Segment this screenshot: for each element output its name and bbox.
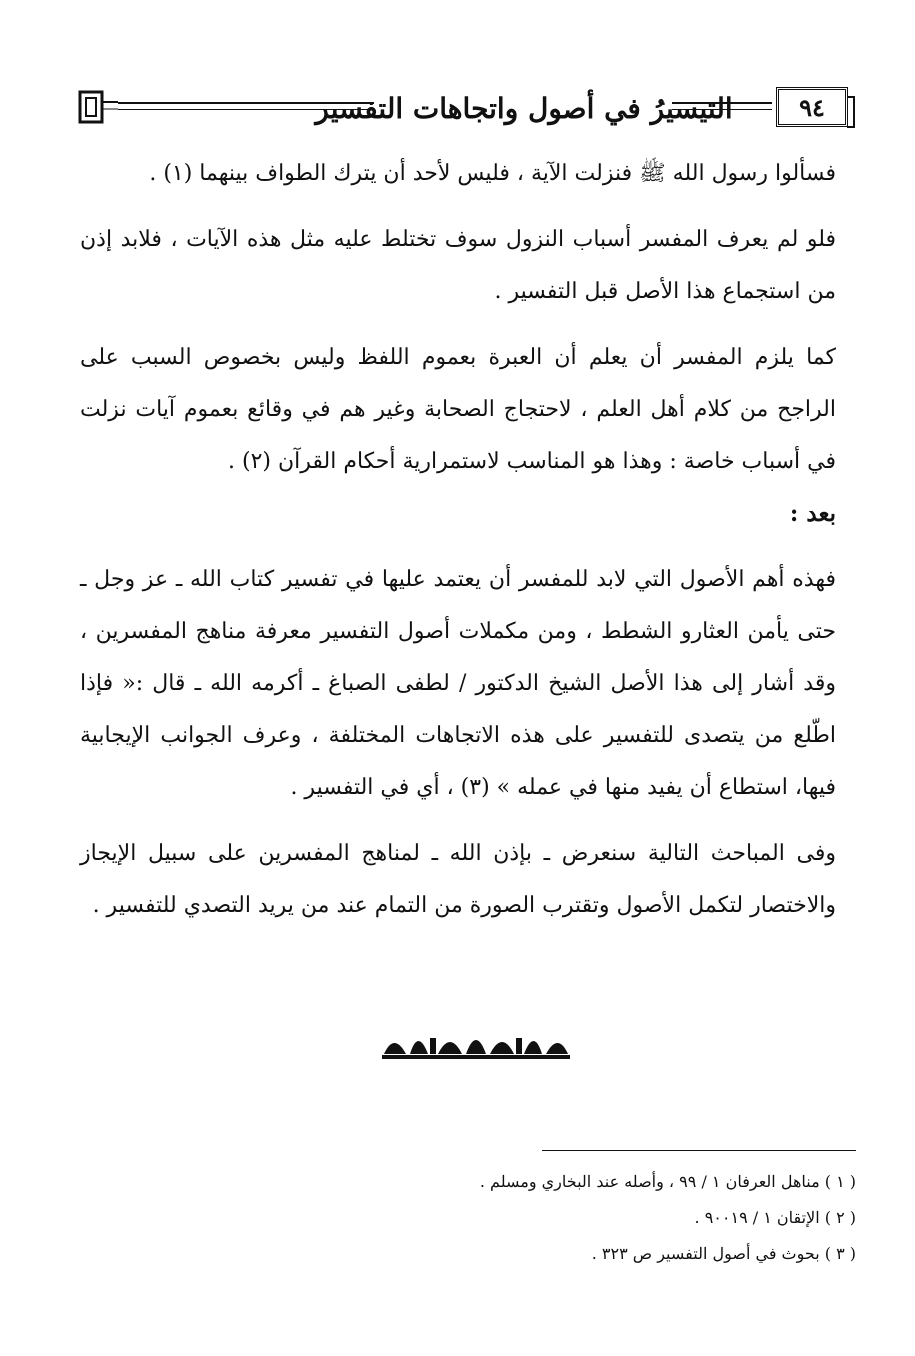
page-number: ٩٤ — [776, 87, 848, 127]
paragraph: وفى المباحث التالية سنعرض ـ بإذن الله ـ لمناهج المفسرين على سبيل الإيجاز والاختصار لتكمل الأصول وتقترب الصورة من التمام عند من يريد التصدي للتفسير . — [80, 841, 836, 918]
header-rule — [672, 109, 772, 110]
footnote: ( ٣ ) بحوث في أصول التفسير ص ٣٢٣ . — [591, 1244, 856, 1263]
section-end-ornament-icon — [380, 1024, 572, 1064]
footnotes — [300, 1164, 856, 1272]
footnote-separator — [542, 1150, 856, 1151]
running-title: التيسيرُ في أصول واتجاهات التفسير — [315, 91, 733, 125]
footnote: ( ١ ) مناهل العرفان ١ / ٩٩ ، وأصله عند البخاري ومسلم . — [479, 1172, 856, 1191]
paragraph: فلو لم يعرف المفسر أسباب النزول سوف تختلط عليه مثل هذه الآيات ، فلابد إذن من استجماع هذا الأصل قبل التفسير . — [80, 227, 836, 304]
paragraph: كما يلزم المفسر أن يعلم أن العبرة بعموم اللفظ وليس بخصوص السبب على الراجح من كلام أهل العلم ، لاحتجاج الصحابة وغير هم في وقائع بعموم آيات نزلت في أسباب خاصة : وهذا هو المناسب لاستمرارية أحكام القرآن (٢) . — [80, 345, 836, 474]
page-header — [78, 82, 862, 138]
footnote: ( ٢ ) الإتقان ١ / ٩٠٠١٩ . — [694, 1208, 856, 1227]
section-heading: بعد : — [789, 500, 836, 527]
paragraph: فسألوا رسول الله ﷺ فنزلت الآية ، فليس لأحد أن يترك الطواف بينهما (١) . — [149, 161, 836, 186]
header-corner-ornament-icon — [78, 86, 118, 130]
header-rule — [672, 102, 772, 104]
paragraph: فهذه أهم الأصول التي لابد للمفسر أن يعتمد عليها في تفسير كتاب الله ـ عز وجل ـ حتى يأمن العثارو الشطط ، ومن مكملات أصول التفسير معرفة مناهج المفسرين ، وقد أشار إلى هذا الأصل الشيخ الدكتور / لطفى الصباغ ـ أكرمه الله ـ قال :« فإذا اطّلع من يتصدى للتفسير على هذه الاتجاهات المختلفة ، وعرف الجوانب الإيجابية فيها، استطاع أن يفيد منها في عمله » (٣) ، أي في التفسير . — [80, 567, 836, 800]
main-text — [80, 148, 836, 932]
